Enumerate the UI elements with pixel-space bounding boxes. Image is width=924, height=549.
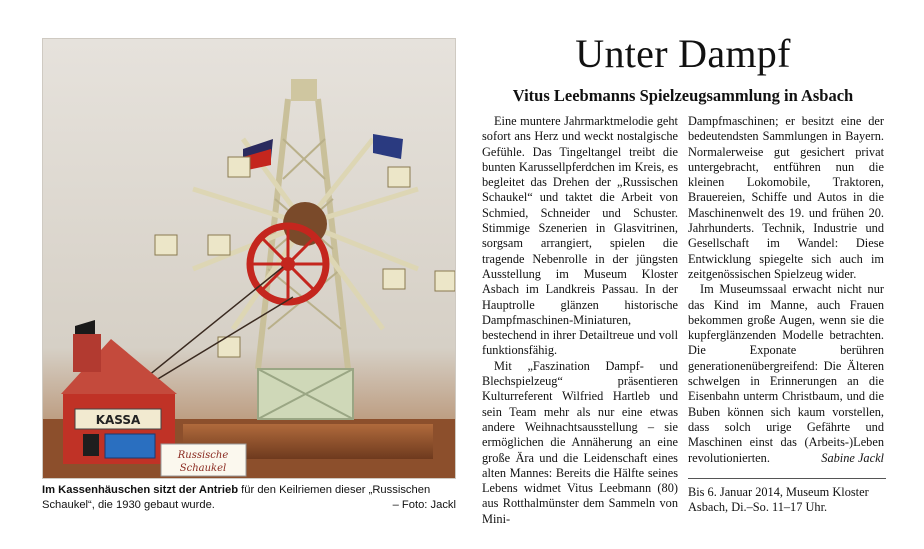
author-byline: Sabine Jackl [821,450,884,465]
exhibit-label-line2: Schaukel [179,463,227,474]
caption-bold: Im Kassenhäuschen sitzt der Antrieb [42,484,239,496]
paragraph: Dampfmaschinen; er besitzt eine der bedeutendsten Sammlungen in Bayern. Normalerweise gut gesichert privat untergebracht, entführen nun die kleinen Lokomobile, Traktoren, Brauereien, Schiffe und Autos in die Maschinenwelt des 19. und frühen 20. Jahrhunderts. Technik, Industrie und Gesellschaft im Wandel: Diese Entwicklung spiegelte sich auch im zeitgenössischen Spielzeug wider. [688,114,884,281]
article-headline: Unter Dampf [575,31,791,76]
paragraph-text: Im Museumssaal erwacht nicht nur das Kind im Manne, auch Frauen bekommen große Augen, wenn sie die kupferglänzenden Modelle betrachten. Die Exponate berühren generationenübergreifend: Die Älteren schwelgen in Erinnerungen an die Eisenbahn unterm Christbaum, und die Buben können sich kaum vorstellen, dass solch urige Gefährte und Maschinen einst das (Arbeits-)Leben revolutionierten. [688,282,884,465]
photo-credit: – Foto: Jackl [392,498,456,511]
exhibition-info: Bis 6. Januar 2014, Museum Kloster Asbach, Di.–So. 11–17 Uhr. [688,485,869,515]
ferris-wheel-toy-illustration [43,39,456,479]
divider [688,478,886,479]
article-column-2 [688,114,884,466]
article-subheadline: Vitus Leebmanns Spielzeugsammlung in Asbach [512,86,854,105]
paragraph: Mit „Faszination Dampf- und Blechspielzeug“ präsentieren Kulturreferent Wilfried Hartleb und sein Team mehr als nur eine etwas andere Weihnachtsausstellung – sie ermöglichen die Annäherung an eine große Ära und die Leidenschaft eines alten Mannes: Bereits die Hälfte seines Lebens widmet Vitus Leebmann (80) aus Rotthalmünster dem Sammeln von Mini- [482,358,678,526]
photo-caption [42,483,456,512]
paragraph [688,282,884,466]
article-photo [42,38,456,479]
kassa-sign: KASSA [95,413,141,427]
paragraph: Eine muntere Jahrmarktmelodie geht sofort ans Herz und weckt nostalgische Gefühle. Das Tingeltangel treibt die bunten Karussellpferdchen im Kreis, es begleitet das Drehen der „Russischen Schaukel“ und taktet die Arbeit von Schmied, Schneider und Schuster. Stimmige Szenerien in Glasvitrinen, sorgsam arrangiert, spielen die tragende Nebenrolle in der jüngsten Ausstellung im Museum Kloster Asbach im Landkreis Passau. In der Hauptrolle glänzen historische Dampfmaschinen-Miniaturen, bestechend in ihrer Detailtreue und voll funktionsfähig. [482,114,678,358]
article-column-1 [482,114,678,527]
caption-text: für den Keilriemen dieser „Russischen Schaukel“, die 1930 gebaut wurde. [42,484,431,511]
exhibit-label-line1: Russische [177,450,229,461]
